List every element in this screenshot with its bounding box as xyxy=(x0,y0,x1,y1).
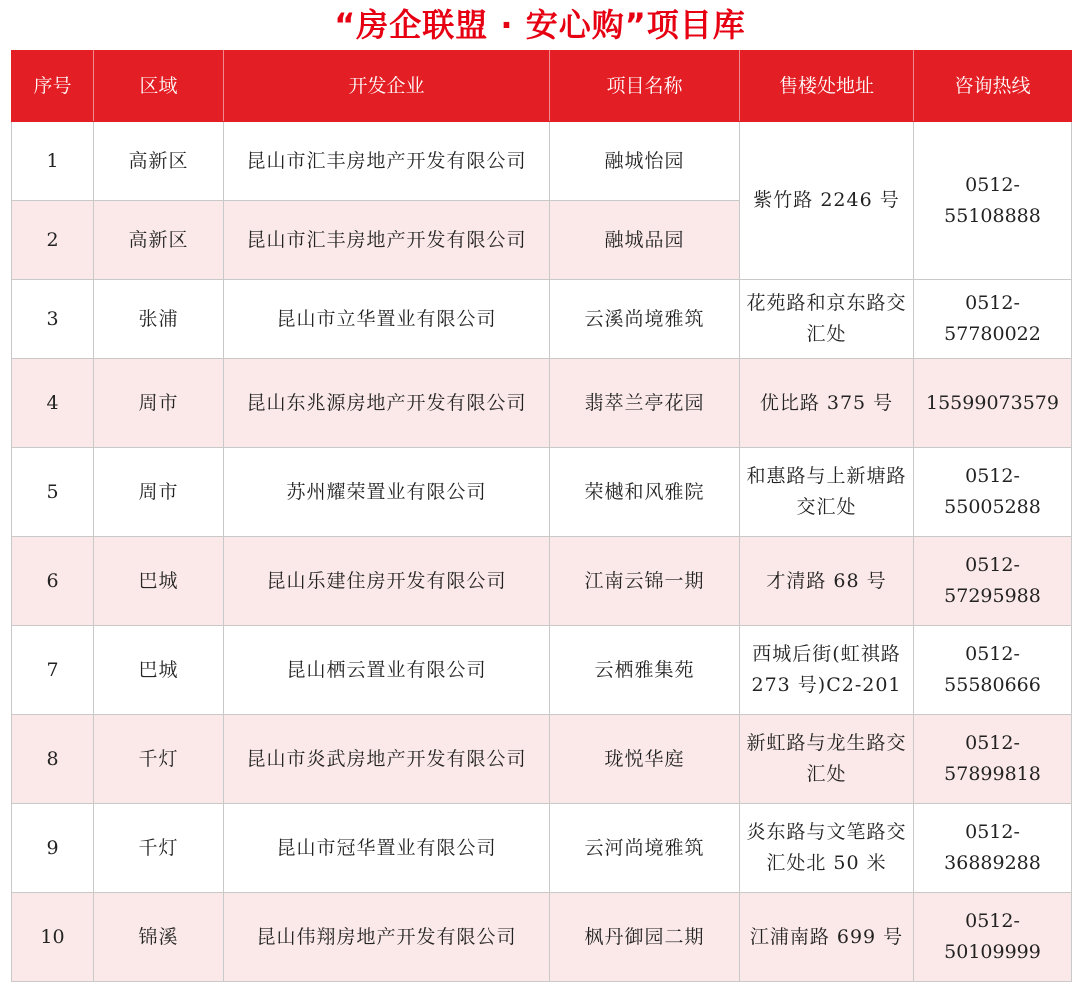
cell-project: 融城怡园 xyxy=(550,122,740,201)
cell-index: 1 xyxy=(12,122,94,201)
column-header-index: 序号 xyxy=(12,51,94,122)
cell-index: 7 xyxy=(12,626,94,715)
table-row xyxy=(12,804,1072,893)
cell-index: 4 xyxy=(12,359,94,448)
cell-project: 珑悦华庭 xyxy=(550,715,740,804)
cell-district: 周市 xyxy=(94,448,224,537)
cell-hotline: 0512-55108888 xyxy=(914,122,1072,280)
cell-project: 枫丹御园二期 xyxy=(550,893,740,982)
cell-developer: 昆山伟翔房地产开发有限公司 xyxy=(224,893,550,982)
cell-address: 优比路 375 号 xyxy=(740,359,914,448)
cell-hotline: 0512-36889288 xyxy=(914,804,1072,893)
cell-index: 6 xyxy=(12,537,94,626)
cell-index: 10 xyxy=(12,893,94,982)
cell-address: 西城后街(虹祺路 273 号)C2-201 xyxy=(740,626,914,715)
cell-hotline: 0512-57780022 xyxy=(914,280,1072,359)
column-header-project: 项目名称 xyxy=(550,51,740,122)
cell-index: 8 xyxy=(12,715,94,804)
cell-hotline: 0512-57899818 xyxy=(914,715,1072,804)
cell-address: 才清路 68 号 xyxy=(740,537,914,626)
table-row xyxy=(12,715,1072,804)
table-row xyxy=(12,122,1072,201)
cell-developer: 昆山乐建住房开发有限公司 xyxy=(224,537,550,626)
cell-project: 荣樾和风雅院 xyxy=(550,448,740,537)
cell-developer: 昆山市汇丰房地产开发有限公司 xyxy=(224,201,550,280)
cell-hotline: 15599073579 xyxy=(914,359,1072,448)
cell-district: 千灯 xyxy=(94,804,224,893)
cell-hotline: 0512-57295988 xyxy=(914,537,1072,626)
page-title: “房企联盟 · 安心购”项目库 xyxy=(334,6,746,44)
cell-district: 巴城 xyxy=(94,537,224,626)
cell-address: 炎东路与文笔路交汇处北 50 米 xyxy=(740,804,914,893)
cell-project: 融城品园 xyxy=(550,201,740,280)
table-row xyxy=(12,448,1072,537)
cell-address: 花苑路和京东路交汇处 xyxy=(740,280,914,359)
cell-project: 翡萃兰亭花园 xyxy=(550,359,740,448)
cell-project: 云溪尚境雅筑 xyxy=(550,280,740,359)
table-row xyxy=(12,280,1072,359)
cell-hotline: 0512-55005288 xyxy=(914,448,1072,537)
cell-district: 周市 xyxy=(94,359,224,448)
cell-project: 江南云锦一期 xyxy=(550,537,740,626)
cell-developer: 昆山市冠华置业有限公司 xyxy=(224,804,550,893)
cell-index: 2 xyxy=(12,201,94,280)
cell-developer: 昆山市立华置业有限公司 xyxy=(224,280,550,359)
table-row xyxy=(12,359,1072,448)
cell-district: 高新区 xyxy=(94,201,224,280)
cell-district: 巴城 xyxy=(94,626,224,715)
cell-project: 云栖雅集苑 xyxy=(550,626,740,715)
column-header-address: 售楼处地址 xyxy=(740,51,914,122)
table-row xyxy=(12,626,1072,715)
cell-address: 江浦南路 699 号 xyxy=(740,893,914,982)
cell-developer: 昆山栖云置业有限公司 xyxy=(224,626,550,715)
cell-address: 新虹路与龙生路交汇处 xyxy=(740,715,914,804)
cell-district: 千灯 xyxy=(94,715,224,804)
cell-index: 3 xyxy=(12,280,94,359)
project-table xyxy=(11,50,1072,982)
column-header-hotline: 咨询热线 xyxy=(914,51,1072,122)
cell-developer: 昆山东兆源房地产开发有限公司 xyxy=(224,359,550,448)
cell-district: 高新区 xyxy=(94,122,224,201)
cell-address: 紫竹路 2246 号 xyxy=(740,122,914,280)
cell-district: 锦溪 xyxy=(94,893,224,982)
cell-district: 张浦 xyxy=(94,280,224,359)
cell-developer: 苏州耀荣置业有限公司 xyxy=(224,448,550,537)
cell-developer: 昆山市炎武房地产开发有限公司 xyxy=(224,715,550,804)
column-header-district: 区域 xyxy=(94,51,224,122)
table-header-row xyxy=(12,51,1072,122)
cell-address: 和惠路与上新塘路交汇处 xyxy=(740,448,914,537)
column-header-developer: 开发企业 xyxy=(224,51,550,122)
table-row xyxy=(12,537,1072,626)
cell-developer: 昆山市汇丰房地产开发有限公司 xyxy=(224,122,550,201)
cell-hotline: 0512-50109999 xyxy=(914,893,1072,982)
cell-hotline: 0512-55580666 xyxy=(914,626,1072,715)
cell-project: 云河尚境雅筑 xyxy=(550,804,740,893)
cell-index: 5 xyxy=(12,448,94,537)
table-row xyxy=(12,893,1072,982)
cell-index: 9 xyxy=(12,804,94,893)
